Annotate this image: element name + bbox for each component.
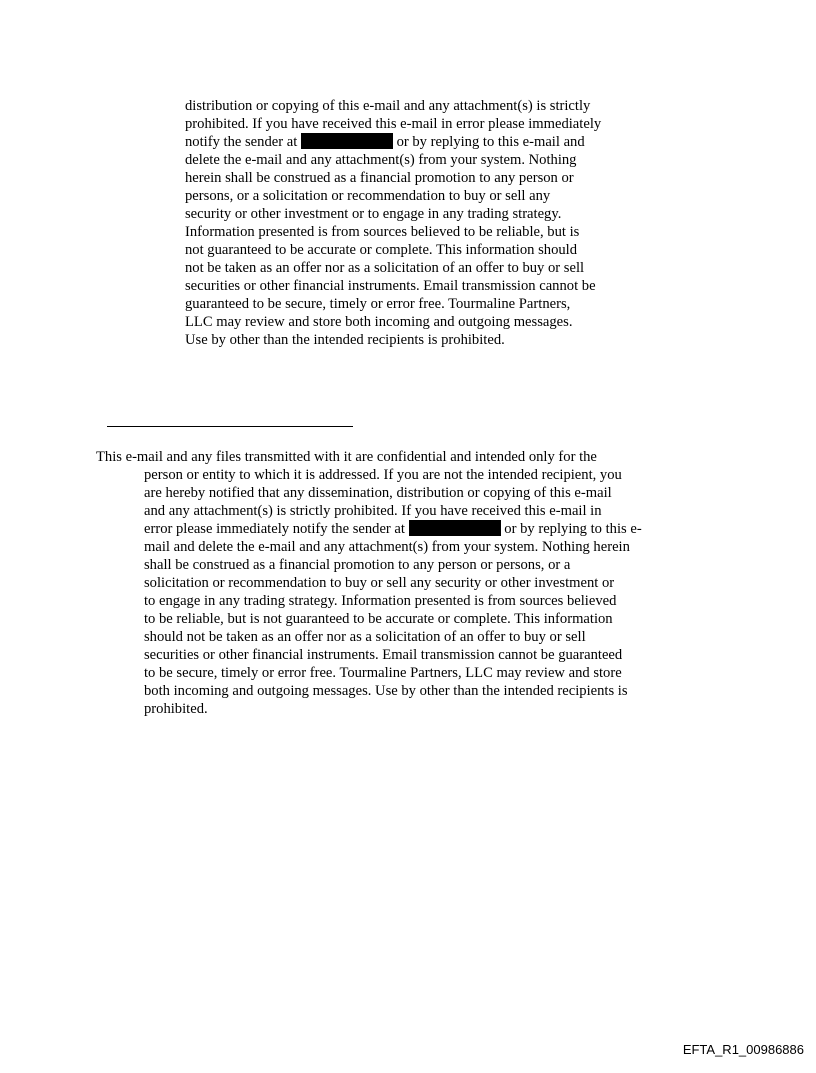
- disclaimer-line: persons, or a solicitation or recommendation to buy or sell any: [185, 188, 551, 204]
- disclaimer-line: not be taken as an offer nor as a solicitation of an offer to buy or sell: [185, 260, 585, 276]
- disclaimer-text: notify the sender at: [185, 134, 298, 150]
- disclaimer-line: Information presented is from sources believed to be reliable, but is: [185, 224, 580, 240]
- disclaimer-line: not guaranteed to be accurate or complete. This information should: [185, 242, 578, 258]
- disclaimer-line: [185, 133, 585, 151]
- disclaimer-line: to be secure, timely or error free. Tourmaline Partners, LLC may review and store: [144, 665, 622, 681]
- disclaimer-line: [144, 520, 642, 538]
- disclaimer-line: and any attachment(s) is strictly prohibited. If you have received this e-mail in: [144, 503, 602, 519]
- disclaimer-line: securities or other financial instruments. Email transmission cannot be guaranteed: [144, 647, 623, 663]
- disclaimer-line: to be reliable, but is not guaranteed to be accurate or complete. This information: [144, 611, 613, 627]
- disclaimer-text: or by replying to this e-: [504, 521, 642, 537]
- disclaimer-text: or by replying to this e-mail and: [396, 134, 585, 150]
- disclaimer-line: to engage in any trading strategy. Information presented is from sources believed: [144, 593, 617, 609]
- disclaimer-line: prohibited.: [144, 701, 208, 717]
- disclaimer-line: This e-mail and any files transmitted with it are confidential and intended only for the: [96, 449, 597, 465]
- disclaimer-line: should not be taken as an offer nor as a solicitation of an offer to buy or sell: [144, 629, 586, 645]
- disclaimer-line: delete the e-mail and any attachment(s) from your system. Nothing: [185, 152, 577, 168]
- disclaimer-line: guaranteed to be secure, timely or error free. Tourmaline Partners,: [185, 296, 571, 312]
- separator-rule: [107, 426, 353, 427]
- redaction-box: [301, 133, 393, 149]
- disclaimer-line: both incoming and outgoing messages. Use by other than the intended recipients is: [144, 683, 628, 699]
- disclaimer-line: herein shall be construed as a financial promotion to any person or: [185, 170, 574, 186]
- document-id: EFTA_R1_00986886: [682, 1042, 804, 1057]
- redaction-box: [409, 520, 501, 536]
- disclaimer-line: mail and delete the e-mail and any attachment(s) from your system. Nothing herein: [144, 539, 630, 555]
- disclaimer-line: are hereby notified that any dissemination, distribution or copying of this e-mail: [144, 485, 612, 501]
- disclaimer-line: securities or other financial instruments. Email transmission cannot be: [185, 278, 596, 294]
- disclaimer-line: shall be construed as a financial promotion to any person or persons, or a: [144, 557, 571, 573]
- disclaimer-line: solicitation or recommendation to buy or sell any security or other investment or: [144, 575, 615, 591]
- disclaimer-line: Use by other than the intended recipients is prohibited.: [185, 332, 505, 348]
- disclaimer-line: distribution or copying of this e-mail and any attachment(s) is strictly: [185, 98, 591, 114]
- disclaimer-text: error please immediately notify the sender at: [144, 521, 405, 537]
- disclaimer-line: prohibited. If you have received this e-mail in error please immediately: [185, 116, 602, 132]
- disclaimer-line: security or other investment or to engage in any trading strategy.: [185, 206, 562, 222]
- disclaimer-line: LLC may review and store both incoming and outgoing messages.: [185, 314, 573, 330]
- disclaimer-line: person or entity to which it is addressed. If you are not the intended recipient, you: [144, 467, 622, 483]
